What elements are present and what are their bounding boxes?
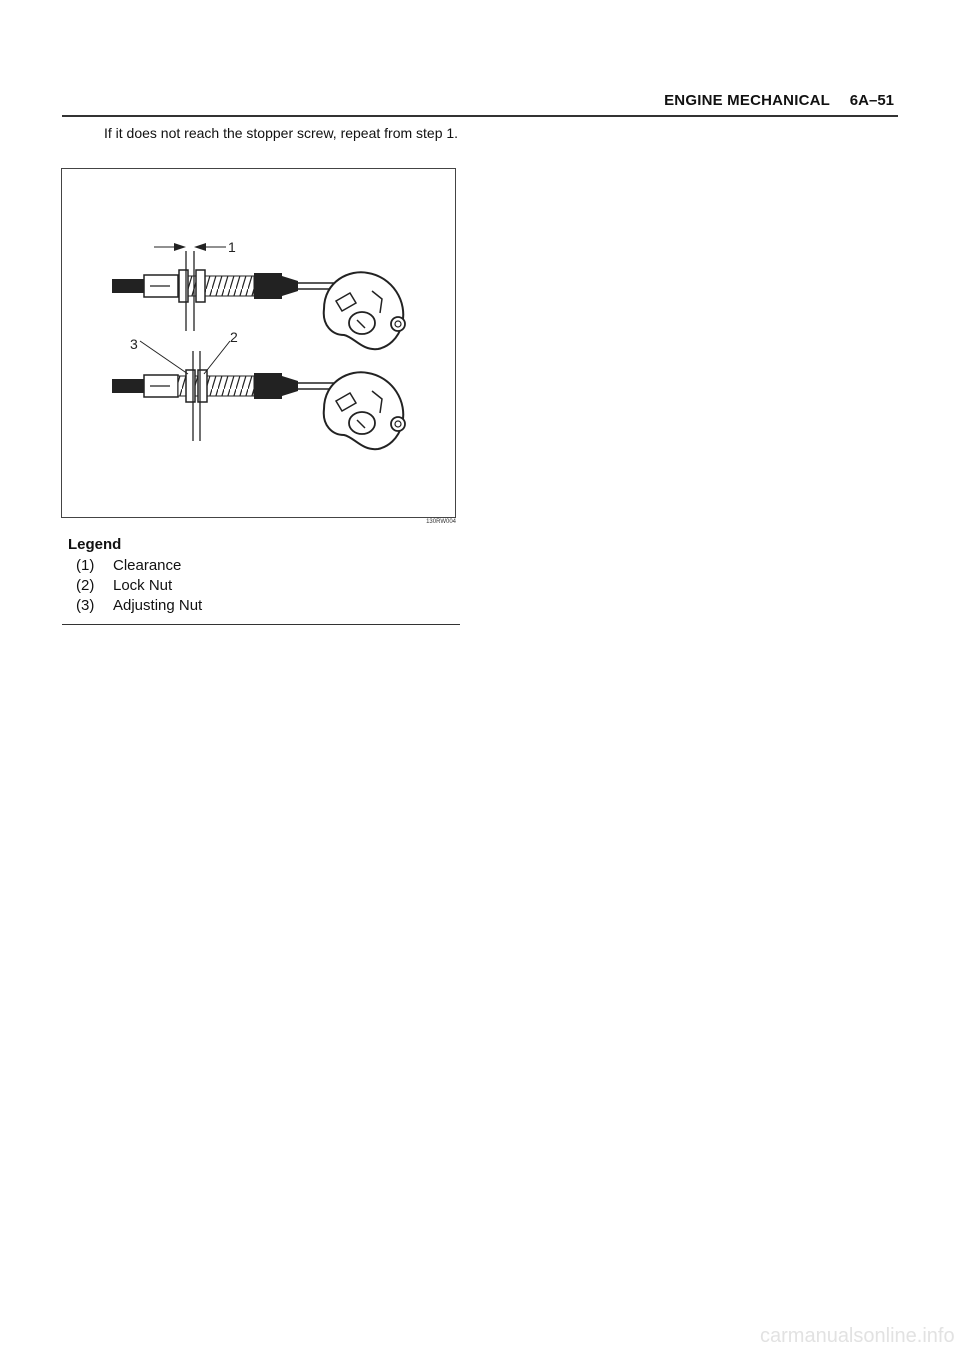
legend-divider [62, 624, 460, 625]
lower-cable-assembly [112, 370, 405, 449]
legend-item-number: (2) [76, 577, 95, 594]
section-title: ENGINE MECHANICAL [664, 92, 830, 109]
callout-3: 3 [130, 336, 138, 352]
callout-1: 1 [228, 239, 236, 255]
legend-item [76, 576, 202, 596]
instruction-text: If it does not reach the stopper screw, repeat from step 1. [104, 125, 459, 141]
legend-item-label: Lock Nut [113, 577, 173, 594]
legend-item-number: (1) [76, 557, 95, 574]
cable-adjustment-figure [61, 168, 456, 518]
callout-2: 2 [230, 329, 238, 345]
page-number: 6A–51 [849, 92, 894, 109]
upper-cable-assembly [112, 270, 405, 349]
figure-code: 130RW004 [426, 519, 456, 525]
legend-item-label: Clearance [113, 557, 182, 574]
legend-item [76, 596, 202, 616]
legend-list [76, 556, 202, 616]
legend-item-label: Adjusting Nut [113, 597, 203, 614]
legend-item-number: (3) [76, 597, 95, 614]
header-divider [62, 115, 898, 117]
legend-title: Legend [68, 536, 122, 553]
cable-adjustment-illustration [62, 169, 457, 519]
legend-item [76, 556, 202, 576]
watermark: carmanualsonline.info [760, 1325, 955, 1347]
